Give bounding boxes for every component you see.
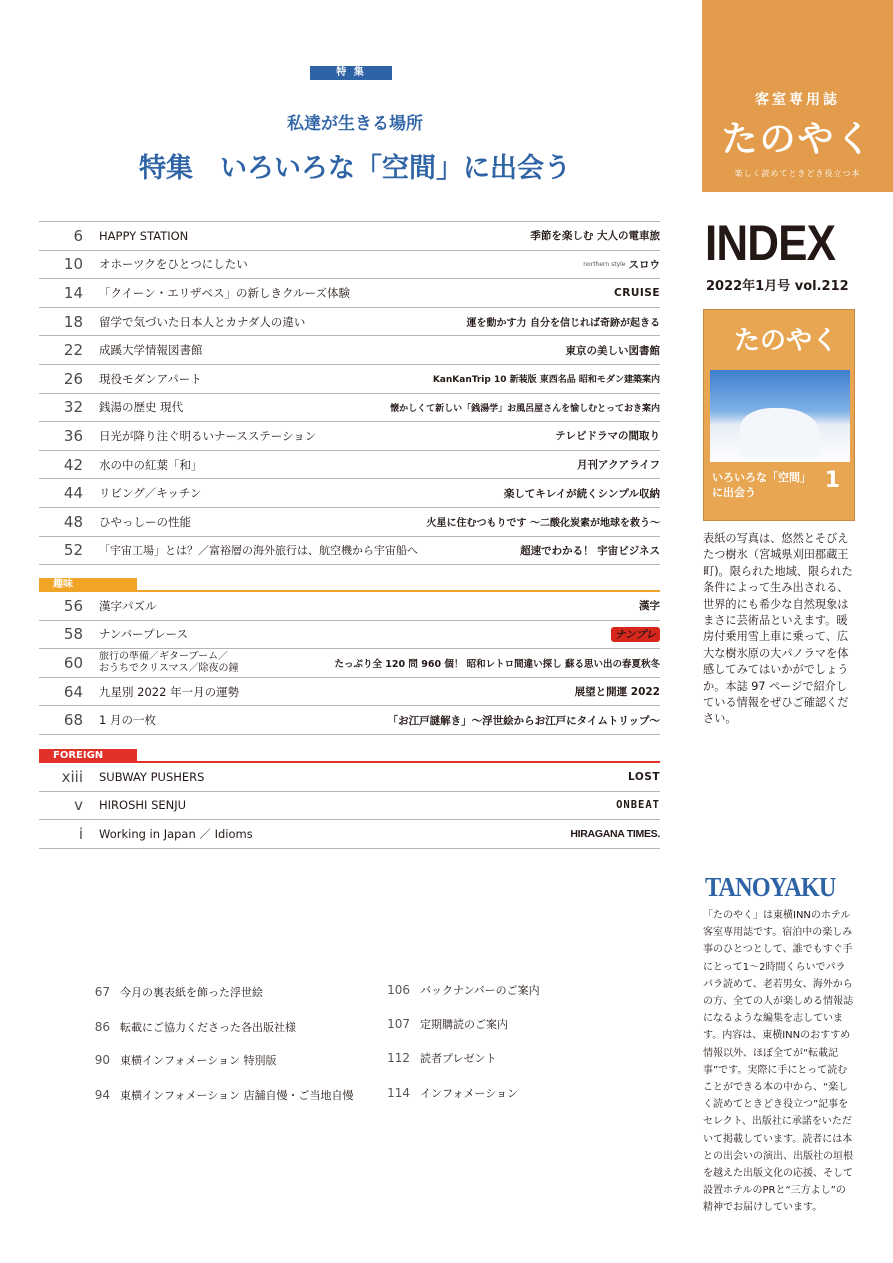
- slow-logo-small: northern style: [583, 260, 626, 268]
- misc-num: 106: [387, 983, 410, 997]
- toc-num: 10: [63, 255, 83, 274]
- toc-title: 現役モダンアパート: [99, 371, 202, 386]
- lost-logo: LOST: [628, 770, 660, 783]
- toc-row[interactable]: [39, 763, 660, 792]
- feature-tab: 特 集: [310, 66, 392, 80]
- cover-thumbnail: [703, 309, 855, 521]
- toc-row[interactable]: [39, 792, 660, 821]
- toc-source: 季節を楽しむ 大人の電車旅: [530, 230, 660, 243]
- toc-num: 48: [63, 512, 83, 531]
- toc-num: 32: [63, 398, 83, 417]
- nampure-logo: ナンプレ: [611, 627, 660, 642]
- misc-num: 94: [94, 1088, 110, 1102]
- toc-num: 60: [63, 653, 83, 672]
- toc-title: ひやっしーの性能: [99, 514, 191, 529]
- misc-num: 90: [94, 1053, 110, 1067]
- cover-caption: 表紙の写真は、悠然とそびえたつ樹氷（宮城県刈田郡蔵王町)。限られた地域、限られた条件によって生み出される、世界的にも希少な自然現象はまさに芸術品といえます。暖房付乗用雪上車に乗って、広大な樹氷原の大パノラマを体感してみてはいかがでしょうか。本誌 97 ページで紹介している情報をぜひご確認ください。: [703, 532, 853, 726]
- onbeat-logo: ONBEAT: [616, 799, 660, 812]
- toc-num: 26: [63, 369, 83, 388]
- misc-num: 107: [387, 1017, 410, 1031]
- snow-tree-shape: [740, 408, 820, 458]
- toc-row[interactable]: [39, 479, 660, 508]
- feature-title: 特集 いろいろな「空間」に出会う: [139, 153, 571, 184]
- toc-title: 漢字パズル: [99, 598, 157, 613]
- toc-title: [99, 651, 334, 675]
- misc-num: 114: [387, 1086, 410, 1100]
- toc-row[interactable]: [39, 279, 660, 308]
- feature-subtitle: 私達が生きる場所: [287, 114, 423, 134]
- foreign-label: FOREIGN: [39, 749, 137, 763]
- toc-num: 18: [63, 312, 83, 331]
- cover-headline-line1: いろいろな「空間」: [712, 471, 811, 484]
- misc-title: インフォメーション: [420, 1087, 519, 1100]
- slow-logo: スロウ: [628, 258, 660, 271]
- misc-title: 今月の裏表紙を飾った浮世絵: [120, 986, 263, 999]
- toc-source: 月刊アクアライフ: [576, 459, 660, 472]
- tanoyaku-logo-box: [702, 0, 893, 192]
- about-text: 「たのやく」は東横INNのホテル客室専用誌です。宿泊中の楽しみ事のひとつとして、誰でもすぐ手にとって1〜2時間くらいでパラパラ読めて、老若男女、海外からの方、全ての人が楽しめる情報誌になるような編集を志しています。内容は、東横INNのおすすめ情報以外、ほぼ全てが“転載記事”です。実際に手にとって読むことができる本の中から、“楽しく読めてときどき役立つ”記事をセレクト、出版社に承諾をいただいて掲載しています。読者には本との出会いの演出、出版社の垣根を越えた出版文化の応援、そして設置ホテルのPRと“三方よし”の精神でお届けしています。: [703, 910, 853, 1214]
- toc-num: 22: [63, 341, 83, 360]
- hobby-label: 趣味: [39, 578, 137, 592]
- toc-title: SUBWAY PUSHERS: [99, 769, 205, 784]
- hobby-section-header: [39, 578, 660, 592]
- toc-title: 「宇宙工場」とは？／富裕層の海外旅行は、航空機から宇宙船へ: [99, 544, 418, 558]
- toc-num: v: [74, 796, 83, 815]
- toc-num: xiii: [61, 767, 83, 786]
- toc-title: 1 月の一枚: [99, 713, 156, 728]
- toc-source: 懐かしくて新しい「銭湯学」お風呂屋さんを愉しむとっておき案内: [390, 403, 660, 414]
- hiragana-times-logo: HIRAGANA TIMES.: [570, 827, 660, 840]
- misc-title: バックナンバーのご案内: [420, 984, 540, 997]
- toc-title: Working in Japan ／ Idioms: [99, 826, 253, 841]
- kyakushitsu-label: 客室専用誌: [755, 92, 840, 108]
- misc-num: 67: [94, 985, 110, 999]
- toc-row[interactable]: [39, 706, 660, 735]
- toc-num: i: [78, 824, 83, 843]
- toc-source: 「お江戸謎解き」〜浮世絵からお江戸にタイムトリップ〜: [387, 714, 660, 727]
- misc-item[interactable]: [70, 1052, 277, 1068]
- toc-row[interactable]: [39, 251, 660, 280]
- toc-source: たっぷり全 120 問 960 個！ 昭和レトロ間違い探し 蘇る思い出の春夏秋冬: [334, 658, 660, 670]
- cover-headline: [712, 470, 811, 500]
- toc-source: KanKanTrip 10 新装版 東西名品 昭和モダン建築案内: [432, 375, 660, 386]
- toc-title: 銭湯の歴史 現代: [99, 400, 184, 415]
- misc-title: 定期購読のご案内: [420, 1018, 508, 1031]
- toc-row[interactable]: [39, 820, 660, 849]
- toc-title: ナンバープレース: [99, 627, 189, 642]
- toc-row[interactable]: [39, 678, 660, 707]
- misc-title: 転載にご協力くださった各出版社様: [120, 1021, 296, 1034]
- toc-title: 成蹊大学情報図書館: [99, 343, 203, 358]
- toc-num: 64: [63, 682, 83, 701]
- toc-source: テレビドラマの間取り: [555, 430, 660, 443]
- misc-item[interactable]: [70, 984, 263, 1000]
- misc-item[interactable]: [70, 1087, 354, 1103]
- toc-row[interactable]: [39, 394, 660, 423]
- toc-num: 56: [63, 596, 83, 615]
- toc-num: 14: [63, 283, 83, 302]
- toc-source: 東京の美しい図書館: [565, 344, 660, 357]
- toc-row[interactable]: [39, 365, 660, 394]
- misc-item[interactable]: [370, 982, 540, 998]
- toc-num: 58: [63, 625, 83, 644]
- index-title: INDEX: [705, 215, 836, 271]
- toc-source: 超速でわかる！ 宇宙ビジネス: [520, 544, 660, 557]
- cover-logo: たのやく: [734, 326, 839, 356]
- toc-num: 6: [73, 226, 83, 245]
- toc-title: オホーツクをひとつにしたい: [99, 257, 248, 272]
- toc-title: リビング／キッチン: [99, 486, 202, 501]
- toc-title-line1: 旅行の準備／ギターブーム／: [99, 650, 229, 662]
- toc-row[interactable]: [39, 621, 660, 650]
- misc-item[interactable]: [370, 1085, 518, 1101]
- toc-row[interactable]: [39, 336, 660, 365]
- toc-row[interactable]: [39, 451, 660, 480]
- cover-issue-number: 1: [824, 468, 840, 493]
- misc-title: 東横インフォメーション 特別版: [120, 1054, 277, 1067]
- toc-num: 44: [63, 484, 83, 503]
- toc-title: 日光が降り注ぐ明るいナースステーション: [99, 428, 317, 443]
- tanoyaku-logo: たのやく: [721, 118, 874, 160]
- issue-label: 2022年1月号 vol.212: [706, 279, 849, 294]
- misc-item[interactable]: [370, 1050, 497, 1066]
- kanji-logo: 漢字: [639, 600, 660, 613]
- toc-num: 42: [63, 455, 83, 474]
- toc-source: 火星に住むつもりです 〜二酸化炭素が地球を救う〜: [426, 518, 660, 530]
- toc-main: [39, 221, 660, 565]
- cover-photo: [710, 370, 850, 462]
- misc-num: 86: [94, 1020, 110, 1034]
- toc-title-line2: おうちでクリスマス／除夜の鐘: [99, 662, 239, 674]
- toc-num: 36: [63, 426, 83, 445]
- toc-source: 運を動かす力 自分を信じれば奇跡が起きる: [466, 318, 660, 330]
- toc-title: 水の中の紅葉「和」: [99, 457, 203, 472]
- misc-num: 112: [387, 1051, 410, 1065]
- toc-num: 68: [63, 711, 83, 730]
- misc-title: 東横インフォメーション 店舗自慢・ご当地自慢: [120, 1089, 354, 1102]
- cruise-logo: CRUISE: [614, 286, 660, 299]
- toc-source: 展望と開運 2022: [574, 686, 660, 699]
- toc-title: 九星別 2022 年一月の運勢: [99, 684, 240, 699]
- misc-item[interactable]: [370, 1016, 508, 1032]
- misc-item[interactable]: [70, 1019, 296, 1035]
- misc-title: 読者プレゼント: [420, 1052, 497, 1065]
- toc-hobby: [39, 592, 660, 735]
- cover-headline-line2: に出会う: [712, 486, 756, 499]
- tanoyaku-tagline: 楽しく読めてときどき役立つ本: [734, 169, 861, 178]
- toc-title: HIROSHI SENJU: [99, 798, 187, 813]
- toc-title: 「クイーン・エリザベス」の新しきクルーズ体験: [99, 285, 351, 300]
- toc-row[interactable]: [39, 308, 660, 337]
- toc-row[interactable]: [39, 222, 660, 251]
- toc-num: 52: [63, 541, 83, 560]
- toc-row[interactable]: [39, 649, 660, 678]
- toc-foreign: [39, 763, 660, 849]
- toc-source: 楽してキレイが続くシンプル収納: [503, 487, 660, 500]
- toc-row[interactable]: [39, 508, 660, 537]
- toc-row[interactable]: [39, 592, 660, 621]
- toc-row[interactable]: [39, 422, 660, 451]
- toc-title: HAPPY STATION: [99, 228, 189, 243]
- toc-row[interactable]: [39, 537, 660, 566]
- foreign-section-header: [39, 749, 660, 763]
- toc-title: 留学で気づいた日本人とカナダ人の違い: [99, 314, 306, 329]
- tanoyaku-brand: TANOYAKU: [705, 872, 836, 902]
